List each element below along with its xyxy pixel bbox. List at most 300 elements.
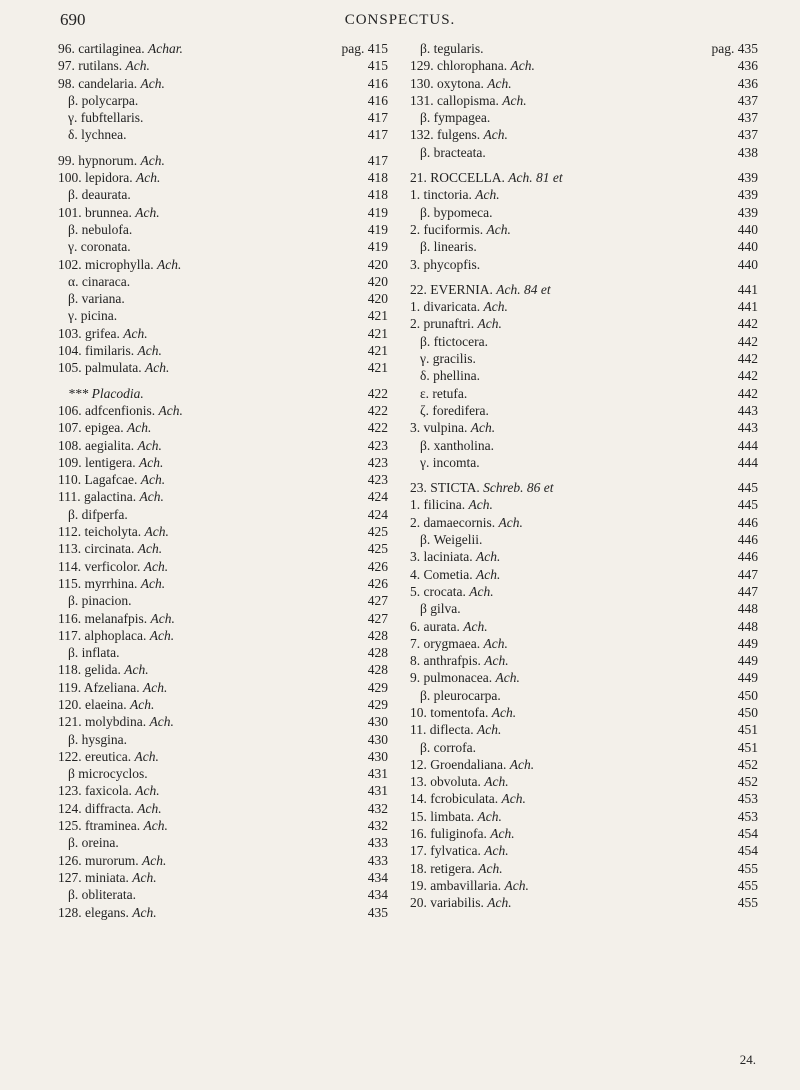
entry-author: Ach. bbox=[138, 454, 164, 470]
index-entry bbox=[58, 713, 388, 730]
entry-name bbox=[420, 109, 490, 126]
entry-label: β. obliterata. bbox=[68, 887, 136, 903]
entry-label: 117. alphoplaca. bbox=[58, 627, 147, 643]
entry-label: β. pinacion. bbox=[68, 593, 132, 609]
entry-label: 15. limbata. bbox=[410, 808, 475, 824]
entry-label: 16. fuliginofa. bbox=[410, 826, 487, 842]
index-entry bbox=[410, 756, 758, 773]
entry-page: 451 bbox=[737, 739, 758, 755]
entry-page: 434 bbox=[367, 887, 388, 903]
entry-page: 430 bbox=[367, 748, 388, 764]
entry-name bbox=[68, 92, 138, 109]
entry-label: β. hysgina. bbox=[68, 731, 127, 747]
entry-name bbox=[410, 773, 509, 790]
index-entry bbox=[410, 825, 758, 842]
entry-name bbox=[420, 402, 489, 419]
entry-author: Ach. bbox=[135, 783, 160, 799]
entry-name bbox=[58, 359, 169, 376]
entry-label: 9. pulmonacea. bbox=[410, 670, 493, 686]
entry-label: 2. fuciformis. bbox=[410, 221, 484, 237]
index-entry bbox=[58, 40, 388, 57]
entry-label: β. pleurocarpa. bbox=[420, 687, 501, 703]
entry-author: Ach. bbox=[150, 610, 175, 626]
index-entry bbox=[410, 860, 758, 877]
index-entry bbox=[410, 40, 758, 57]
entry-name bbox=[58, 454, 163, 471]
entry-name bbox=[410, 825, 515, 842]
entry-page: 442 bbox=[737, 368, 758, 384]
entry-name bbox=[420, 40, 483, 57]
entry-author: Ach. bbox=[483, 299, 508, 315]
entry-label: β. variana. bbox=[68, 291, 125, 307]
entry-page: 443 bbox=[737, 402, 758, 418]
entry-name bbox=[58, 869, 157, 886]
index-entry bbox=[410, 315, 758, 332]
entry-label: 3. phycopfis. bbox=[410, 256, 481, 272]
entry-label: β. Weigelii. bbox=[420, 532, 483, 548]
entry-name bbox=[410, 57, 535, 74]
entry-name bbox=[410, 808, 502, 825]
entry-label: 2. damaecornis. bbox=[410, 514, 496, 530]
entry-label: 11. diflecta. bbox=[410, 722, 474, 738]
entry-name bbox=[58, 575, 165, 592]
entry-label: 102. microphylla. bbox=[58, 256, 154, 272]
entry-label: 110. Lagafcae. bbox=[58, 472, 138, 488]
entry-label: 106. adfcenfionis. bbox=[58, 402, 156, 418]
entry-name bbox=[68, 290, 125, 307]
entry-label: 98. candelaria. bbox=[58, 75, 138, 91]
index-entry bbox=[410, 333, 758, 350]
entry-label: 19. ambavillaria. bbox=[410, 877, 502, 893]
entry-name bbox=[410, 186, 500, 203]
entry-page: 429 bbox=[367, 679, 388, 695]
index-entry bbox=[58, 731, 388, 748]
entry-page: 449 bbox=[737, 653, 758, 669]
entry-page: 417 bbox=[367, 127, 388, 143]
entry-name bbox=[68, 731, 127, 748]
entry-label: 4. Cometia. bbox=[410, 566, 473, 582]
entry-name bbox=[58, 627, 174, 644]
entry-label: 118. gelida. bbox=[58, 662, 121, 678]
entry-page: 449 bbox=[737, 670, 758, 686]
entry-author: Ach. bbox=[510, 58, 535, 74]
entry-name bbox=[410, 894, 512, 911]
entry-author: Ach. bbox=[137, 541, 163, 557]
entry-page: 418 bbox=[367, 187, 388, 203]
index-entry bbox=[58, 221, 388, 238]
entry-page: 417 bbox=[367, 110, 388, 126]
entry-author: Ach. bbox=[142, 679, 168, 695]
entry-page: 447 bbox=[737, 583, 758, 599]
entry-name bbox=[420, 238, 477, 255]
entry-name bbox=[58, 800, 162, 817]
index-entry bbox=[410, 842, 758, 859]
entry-page: 422 bbox=[367, 402, 388, 418]
index-entry bbox=[58, 506, 388, 523]
entry-label: 132. fulgens. bbox=[410, 127, 481, 143]
entry-author: Ach. bbox=[477, 808, 502, 824]
entry-page: 433 bbox=[367, 835, 388, 851]
entry-name bbox=[410, 75, 512, 92]
entry-author: Ach. bbox=[484, 653, 509, 669]
entry-author: Ach. bbox=[504, 877, 529, 893]
entry-page: 425 bbox=[367, 524, 388, 540]
entry-author: Ach. bbox=[484, 774, 509, 790]
entry-page: 428 bbox=[367, 645, 388, 661]
entry-label: β. deaurata. bbox=[68, 187, 131, 203]
index-entry bbox=[58, 748, 388, 765]
entry-label: 21. ROCCELLA. bbox=[410, 170, 505, 186]
entry-page: 439 bbox=[737, 187, 758, 203]
entry-name bbox=[420, 600, 461, 617]
entry-page: 442 bbox=[737, 351, 758, 367]
entry-page: pag. 415 bbox=[341, 41, 388, 56]
entry-label: 103. grifea. bbox=[58, 325, 120, 341]
index-entry bbox=[410, 479, 758, 496]
entry-author: Ach. bbox=[495, 670, 520, 686]
index-entry bbox=[410, 238, 758, 255]
entry-page: 445 bbox=[737, 480, 758, 496]
entry-author: Ach. bbox=[140, 575, 166, 591]
entry-label: 1. tinctoria. bbox=[410, 187, 472, 203]
entry-label: 1. filicina. bbox=[410, 497, 466, 513]
entry-page: 435 bbox=[367, 904, 388, 920]
entry-page: 421 bbox=[367, 325, 388, 341]
entry-author: Ach. bbox=[125, 58, 150, 74]
index-entry bbox=[58, 817, 388, 834]
index-entry bbox=[410, 109, 758, 126]
entry-label: 2. prunaftri. bbox=[410, 316, 475, 332]
entry-name bbox=[410, 756, 534, 773]
index-entry bbox=[58, 679, 388, 696]
entry-name bbox=[410, 126, 508, 143]
entry-author: Ach. bbox=[126, 420, 152, 436]
entry-label: 1. divaricata. bbox=[410, 299, 481, 315]
entry-label: 129. chlorophana. bbox=[410, 58, 508, 74]
index-entry bbox=[58, 904, 388, 921]
index-entry bbox=[410, 402, 758, 419]
index-entry bbox=[58, 644, 388, 661]
entry-author: Ach. bbox=[502, 92, 527, 108]
entry-label: γ. gracilis. bbox=[420, 351, 476, 367]
entry-page: 431 bbox=[367, 783, 388, 799]
index-entry bbox=[58, 696, 388, 713]
entry-author: Ach. bbox=[490, 826, 515, 842]
entry-label: β microcyclos. bbox=[68, 766, 148, 782]
index-entry bbox=[58, 765, 388, 782]
entry-name bbox=[58, 204, 160, 221]
index-entry bbox=[58, 186, 388, 203]
entry-label: 20. variabilis. bbox=[410, 895, 484, 911]
index-entry bbox=[410, 548, 758, 565]
index-entry bbox=[410, 57, 758, 74]
index-entry bbox=[410, 790, 758, 807]
entry-author: Ach. bbox=[487, 895, 512, 911]
index-entry bbox=[410, 298, 758, 315]
entry-name bbox=[58, 256, 181, 273]
entry-name bbox=[410, 704, 516, 721]
entry-name bbox=[68, 186, 131, 203]
entry-author: Ach. bbox=[134, 748, 159, 764]
index-entry bbox=[410, 419, 758, 436]
entry-name bbox=[58, 419, 151, 436]
entry-page: 422 bbox=[367, 385, 388, 401]
entry-author: Ach. bbox=[468, 497, 493, 513]
entry-label: β. inflata. bbox=[68, 645, 120, 661]
index-entry bbox=[58, 342, 388, 359]
index-entry bbox=[410, 385, 758, 402]
index-entry bbox=[410, 169, 758, 186]
index-entry bbox=[410, 583, 758, 600]
index-entry bbox=[410, 126, 758, 143]
entry-label: β. bypomeca. bbox=[420, 204, 493, 220]
entry-page: pag. 435 bbox=[711, 41, 758, 56]
entry-page: 454 bbox=[737, 826, 758, 842]
entry-page: 421 bbox=[367, 343, 388, 359]
entry-author: Ach. bbox=[509, 756, 535, 772]
entry-page: 420 bbox=[367, 273, 388, 289]
index-entry bbox=[58, 852, 388, 869]
entry-page: 419 bbox=[367, 221, 388, 237]
entry-page: 425 bbox=[367, 541, 388, 557]
entry-label: 104. fimilaris. bbox=[58, 343, 135, 359]
entry-page: 451 bbox=[737, 722, 758, 738]
entry-page: 436 bbox=[737, 58, 758, 74]
entry-page: 449 bbox=[737, 635, 758, 651]
entry-author: Ach. bbox=[470, 420, 496, 436]
entry-name bbox=[420, 385, 467, 402]
entry-label: γ. coronata. bbox=[68, 239, 131, 255]
entry-label: 12. Groendaliana. bbox=[410, 756, 507, 772]
index-entry bbox=[58, 627, 388, 644]
entry-author: Ach. bbox=[491, 704, 517, 720]
entry-name bbox=[410, 281, 551, 298]
entry-page: 424 bbox=[367, 506, 388, 522]
entry-page: 444 bbox=[737, 437, 758, 453]
index-entry bbox=[410, 652, 758, 669]
entry-name bbox=[68, 126, 126, 143]
left-column bbox=[58, 40, 388, 921]
entry-name bbox=[410, 92, 527, 109]
entry-author: Ach. bbox=[475, 549, 501, 565]
entry-author: Ach. bbox=[498, 514, 523, 530]
entry-name bbox=[58, 75, 165, 92]
entry-label: 113. circinata. bbox=[58, 541, 135, 557]
entry-page: 439 bbox=[737, 204, 758, 220]
entry-name bbox=[420, 350, 476, 367]
entry-label: 130. oxytona. bbox=[410, 75, 484, 91]
entry-label: 96. cartilaginea. bbox=[58, 41, 145, 56]
index-entry bbox=[58, 238, 388, 255]
entry-name bbox=[68, 238, 131, 255]
entry-author: Ach. bbox=[143, 818, 168, 834]
index-entry bbox=[58, 169, 388, 186]
index-entry bbox=[58, 126, 388, 143]
entry-name bbox=[58, 852, 166, 869]
entry-page: 437 bbox=[737, 127, 758, 143]
entry-page: 442 bbox=[737, 316, 758, 332]
index-entry bbox=[410, 600, 758, 617]
entry-name bbox=[58, 152, 165, 169]
entry-label: 17. fylvatica. bbox=[410, 843, 481, 859]
entry-page: 455 bbox=[737, 895, 758, 911]
entry-label: 111. galactina. bbox=[58, 489, 137, 505]
entry-author: Ach. bbox=[149, 627, 175, 643]
entry-label: 120. elaeina. bbox=[58, 696, 127, 712]
entry-name bbox=[420, 739, 476, 756]
entry-author: Ach. bbox=[123, 325, 148, 341]
entry-name bbox=[410, 298, 508, 315]
entry-author: Ach. bbox=[137, 437, 162, 453]
entry-name bbox=[58, 471, 165, 488]
entry-page: 415 bbox=[367, 58, 388, 74]
entry-name bbox=[410, 496, 493, 513]
index-entry bbox=[410, 144, 758, 161]
entry-label: β. tegularis. bbox=[420, 41, 484, 56]
entry-name bbox=[68, 273, 130, 290]
entry-label: α. cinaraca. bbox=[68, 273, 131, 289]
entry-label: 99. hypnorum. bbox=[58, 152, 138, 168]
entry-name bbox=[58, 169, 160, 186]
index-entry bbox=[410, 92, 758, 109]
entry-page: 450 bbox=[737, 687, 758, 703]
entry-author: Ach. bbox=[483, 635, 508, 651]
entry-page: 426 bbox=[367, 575, 388, 591]
entry-author: Ach. bbox=[478, 860, 503, 876]
index-entry bbox=[410, 531, 758, 548]
entry-label: β gilva. bbox=[420, 601, 461, 617]
entry-label: β. xantholina. bbox=[420, 437, 494, 453]
entry-label: δ. lychnea. bbox=[68, 127, 127, 143]
index-entry bbox=[410, 877, 758, 894]
entry-label: 124. diffracta. bbox=[58, 800, 134, 816]
entry-page: 419 bbox=[367, 204, 388, 220]
entry-author: Ach. bbox=[135, 204, 160, 220]
index-entry bbox=[410, 808, 758, 825]
entry-label: 3. vulpina. bbox=[410, 420, 468, 436]
entry-name bbox=[58, 713, 174, 730]
catchword: 24. bbox=[739, 1052, 756, 1067]
index-entry bbox=[58, 454, 388, 471]
entry-label: *** Placodia. bbox=[68, 385, 144, 401]
entry-page: 446 bbox=[737, 532, 758, 548]
entry-name bbox=[410, 652, 509, 669]
entry-page: 420 bbox=[367, 256, 388, 272]
index-entry bbox=[410, 669, 758, 686]
index-entry bbox=[410, 454, 758, 471]
entry-page: 424 bbox=[367, 489, 388, 505]
entry-page: 444 bbox=[737, 454, 758, 470]
entry-name bbox=[410, 877, 529, 894]
entry-name bbox=[68, 385, 144, 402]
entry-page: 446 bbox=[737, 549, 758, 565]
entry-page: 428 bbox=[367, 627, 388, 643]
entry-name bbox=[58, 40, 183, 57]
index-entry bbox=[410, 204, 758, 221]
entry-name bbox=[58, 325, 148, 342]
entry-label: 100. lepidora. bbox=[58, 170, 133, 186]
entry-label: 126. murorum. bbox=[58, 852, 139, 868]
entry-author: Ach. 84 et bbox=[496, 281, 551, 297]
entry-label: β. fympagea. bbox=[420, 110, 491, 126]
index-entry bbox=[410, 721, 758, 738]
entry-name bbox=[68, 221, 132, 238]
index-entry bbox=[58, 256, 388, 273]
entry-page: 453 bbox=[737, 808, 758, 824]
entry-label: 22. EVERNIA. bbox=[410, 281, 493, 297]
index-entry bbox=[58, 109, 388, 126]
entry-page: 440 bbox=[737, 221, 758, 237]
index-entry bbox=[58, 834, 388, 851]
entry-page: 446 bbox=[737, 514, 758, 530]
index-entry bbox=[410, 739, 758, 756]
entry-label: 5. crocata. bbox=[410, 583, 466, 599]
entry-name bbox=[58, 402, 183, 419]
entry-name bbox=[410, 315, 502, 332]
entry-page: 426 bbox=[367, 558, 388, 574]
entry-name bbox=[68, 506, 128, 523]
entry-author: Ach. bbox=[144, 524, 169, 540]
entry-name bbox=[58, 904, 157, 921]
entry-name bbox=[420, 144, 486, 161]
entry-page: 434 bbox=[367, 869, 388, 885]
entry-name bbox=[68, 886, 136, 903]
entry-name bbox=[58, 661, 149, 678]
entry-name bbox=[410, 514, 523, 531]
entry-author: Ach. bbox=[140, 472, 166, 488]
entry-label: 107. epigea. bbox=[58, 420, 124, 436]
index-entry bbox=[410, 221, 758, 238]
entry-author: Ach. bbox=[463, 618, 488, 634]
entry-label: 122. ereutica. bbox=[58, 748, 132, 764]
entry-label: 7. orygmaea. bbox=[410, 635, 481, 651]
index-entry bbox=[58, 610, 388, 627]
entry-name bbox=[410, 635, 508, 652]
index-entry bbox=[58, 204, 388, 221]
entry-page: 441 bbox=[737, 299, 758, 315]
entry-author: Ach. bbox=[140, 75, 165, 91]
entry-author: Ach. bbox=[129, 696, 155, 712]
entry-page: 427 bbox=[367, 593, 388, 609]
entry-label: β. nebulofa. bbox=[68, 221, 133, 237]
entry-label: 114. verficolor. bbox=[58, 558, 141, 574]
entry-label: 121. molybdina. bbox=[58, 714, 147, 730]
entry-name bbox=[410, 618, 488, 635]
entry-page: 431 bbox=[367, 766, 388, 782]
entry-page: 416 bbox=[367, 92, 388, 108]
entry-author: Achar. bbox=[147, 41, 183, 56]
entry-page: 420 bbox=[367, 291, 388, 307]
entry-page: 442 bbox=[737, 333, 758, 349]
entry-label: 116. melanafpis. bbox=[58, 610, 148, 626]
entry-page: 436 bbox=[737, 75, 758, 91]
index-entry bbox=[58, 92, 388, 109]
entry-author: Ach. bbox=[501, 791, 526, 807]
entry-name bbox=[420, 437, 494, 454]
index-entry bbox=[410, 75, 758, 92]
entry-label: 131. callopisma. bbox=[410, 92, 499, 108]
entry-page: 433 bbox=[367, 852, 388, 868]
entry-name bbox=[58, 782, 160, 799]
entry-author: Ach. bbox=[483, 127, 508, 143]
index-entry bbox=[58, 558, 388, 575]
entry-label: δ. phellina. bbox=[420, 368, 480, 384]
entry-name bbox=[420, 367, 480, 384]
entry-author: Schreb. 86 et bbox=[483, 480, 554, 496]
entry-label: 127. miniata. bbox=[58, 869, 129, 885]
entry-label: 18. retigera. bbox=[410, 860, 475, 876]
index-entry bbox=[58, 437, 388, 454]
